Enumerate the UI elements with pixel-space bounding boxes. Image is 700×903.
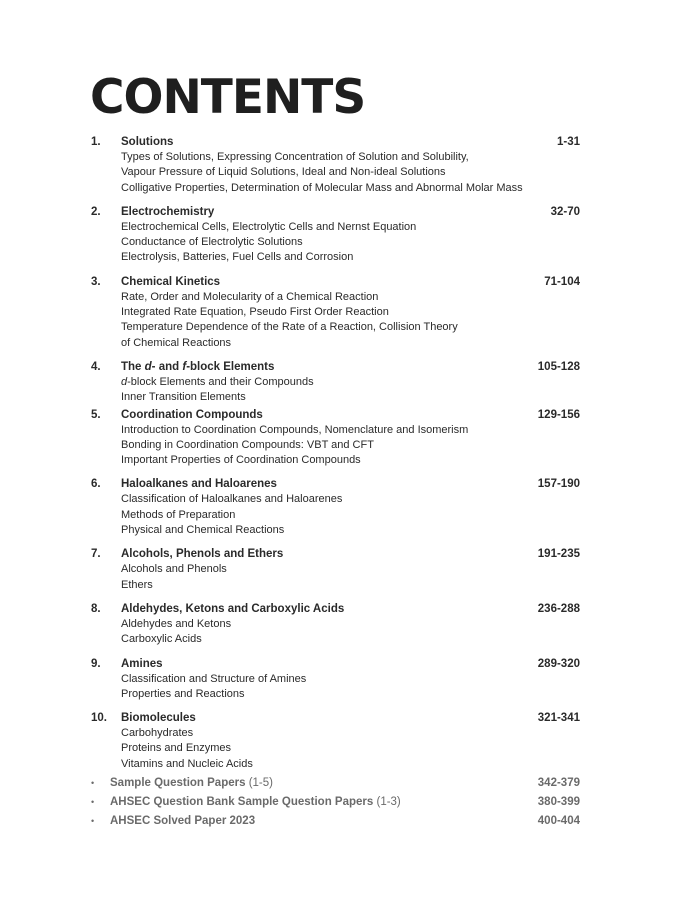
subtopic-line (121, 423, 580, 438)
subtopic-line (121, 320, 580, 335)
extra-entry (90, 775, 580, 794)
subtopic-line (121, 453, 580, 468)
subtopic-line (121, 578, 580, 593)
chapter-entry (90, 476, 580, 538)
subtopic-text: Aldehydes and Ketons (121, 617, 232, 630)
extras-list (90, 775, 580, 832)
subtopic-line (121, 741, 580, 756)
subtopic-line (121, 390, 580, 405)
chapter-title-part: Amines (121, 657, 163, 670)
subtopic-text: Properties and Reactions (121, 687, 245, 700)
chapter-title (121, 407, 263, 423)
chapter-heading (90, 274, 580, 290)
chapter-title-part: f (182, 360, 187, 373)
subtopic-text: Carbohydrates (121, 727, 194, 740)
chapter-title (121, 134, 173, 150)
chapter-number: 2. (91, 205, 101, 218)
subtopic-line (121, 336, 580, 351)
subtopic-line (121, 632, 580, 647)
chapter-title (121, 359, 274, 375)
subtopic-line (121, 438, 580, 453)
subtopic-text: Inner Transition Elements (121, 391, 246, 404)
subtopic-text: Types of Solutions, Expressing Concentration of Solution and Solubility, (121, 151, 469, 163)
chapter-pages: 289-320 (537, 657, 580, 670)
chapter-heading (90, 134, 580, 150)
chapter-number: 6. (91, 478, 101, 491)
chapter-heading (90, 656, 580, 672)
chapter-heading (90, 359, 580, 375)
subtopic-text: Important Properties of Coordination Compounds (121, 454, 361, 467)
subtopic-line (121, 305, 580, 320)
chapter-pages: 105-128 (537, 360, 580, 373)
subtopic-line (121, 508, 580, 523)
subtopic-line (121, 250, 580, 265)
subtopic-list (121, 150, 580, 196)
subtopic-text: Conductance of Electrolytic Solutions (121, 236, 303, 249)
bullet-icon: • (91, 778, 95, 788)
subtopic-line (121, 687, 580, 702)
subtopic-list (121, 290, 580, 351)
subtopic-line (121, 165, 580, 180)
chapter-heading (90, 407, 580, 423)
chapter-entry (90, 710, 580, 772)
bullet-icon: • (91, 797, 95, 807)
subtopic-text: -block Elements and their Compounds (127, 375, 314, 388)
subtopic-line (121, 757, 580, 772)
subtopic-text: Electrolysis, Batteries, Fuel Cells and Corrosion (121, 251, 354, 264)
chapter-number: 7. (91, 548, 101, 561)
subtopic-line (121, 562, 580, 577)
chapter-title (121, 546, 283, 562)
chapter-heading (90, 204, 580, 220)
chapter-title (121, 710, 196, 726)
chapter-pages: 71-104 (544, 275, 580, 288)
chapter-title-part: - and (151, 360, 183, 373)
chapter-title-part: The (121, 360, 145, 373)
chapter-entry (90, 274, 580, 351)
chapter-title-part: Aldehydes, Ketons and Carboxylic Acids (121, 602, 345, 615)
chapter-list (90, 134, 580, 780)
chapter-title-part: Coordination Compounds (121, 408, 263, 421)
subtopic-line (121, 181, 580, 196)
chapter-entry (90, 134, 580, 196)
chapter-title (121, 656, 163, 672)
extra-title-text: AHSEC Solved Paper 2023 (110, 815, 256, 827)
subtopic-text: Vapour Pressure of Liquid Solutions, Ideal and Non-ideal Solutions (121, 166, 446, 179)
chapter-number: 3. (91, 275, 101, 288)
chapter-number: 4. (91, 360, 101, 373)
chapter-title-part: Solutions (121, 136, 174, 148)
chapter-heading (90, 601, 580, 617)
subtopic-text: of Chemical Reactions (121, 336, 232, 349)
chapter-entry (90, 407, 580, 469)
chapter-number: 1. (91, 136, 101, 148)
subtopic-text: d (121, 375, 128, 388)
chapter-title-part: Alcohols, Phenols and Ethers (121, 548, 284, 561)
chapter-entry (90, 204, 580, 266)
subtopic-text: Carboxylic Acids (121, 633, 202, 646)
subtopic-text: Colligative Properties, Determination of Molecular Mass and Abnormal Molar Mass (121, 181, 523, 194)
extra-entry (90, 813, 580, 832)
chapter-title-part: Biomolecules (121, 712, 196, 725)
chapter-heading (90, 710, 580, 726)
chapter-heading (90, 476, 580, 492)
extra-pages: 400-404 (537, 815, 580, 827)
subtopic-list (121, 726, 580, 772)
subtopic-line (121, 220, 580, 235)
chapter-entry (90, 359, 580, 406)
chapter-title-part: Chemical Kinetics (121, 275, 221, 288)
chapter-pages: 129-156 (537, 408, 580, 421)
chapter-pages: 236-288 (537, 602, 580, 615)
subtopic-text: Bonding in Coordination Compounds: VBT and CFT (121, 438, 374, 451)
subtopic-line (121, 726, 580, 741)
subtopic-text: Classification and Structure of Amines (121, 672, 307, 685)
chapter-entry (90, 546, 580, 593)
subtopic-text: Alcohols and Phenols (121, 563, 227, 576)
subtopic-text: Integrated Rate Equation, Pseudo First Order Reaction (121, 306, 389, 319)
subtopic-list (121, 672, 580, 703)
subtopic-text: Classification of Haloalkanes and Haloarenes (121, 493, 343, 506)
page-title: CONTENTS (90, 70, 366, 125)
subtopic-text: Vitamins and Nucleic Acids (121, 757, 253, 770)
chapter-title (121, 274, 220, 290)
subtopic-line (121, 672, 580, 687)
subtopic-text: Ethers (121, 578, 153, 591)
subtopic-list (121, 375, 580, 406)
chapter-number: 8. (91, 602, 101, 615)
chapter-title-part: Electrochemistry (121, 205, 215, 218)
extra-title-text: AHSEC Question Bank Sample Question Papers (110, 796, 377, 808)
extra-title (110, 775, 273, 791)
chapter-title (121, 601, 344, 617)
subtopic-list (121, 562, 580, 593)
subtopic-line (121, 150, 580, 165)
chapter-pages: 1-31 (556, 136, 580, 148)
extra-title-text: Sample Question Papers (110, 777, 249, 789)
chapter-pages: 321-341 (537, 712, 580, 725)
extra-pages: 342-379 (537, 777, 580, 789)
subtopic-list (121, 617, 580, 648)
extra-title-suffix: (1-5) (248, 777, 273, 789)
chapter-number: 10. (91, 712, 107, 725)
chapter-number: 9. (91, 657, 101, 670)
subtopic-list (121, 492, 580, 538)
extra-title (110, 794, 401, 810)
chapter-title-part: d (144, 360, 152, 373)
subtopic-line (121, 617, 580, 632)
subtopic-text: Introduction to Coordination Compounds, Nomenclature and Isomerism (121, 423, 469, 436)
chapter-number: 5. (91, 408, 101, 421)
chapter-pages: 32-70 (550, 205, 580, 218)
chapter-title (121, 476, 277, 492)
extra-entry (90, 794, 580, 813)
subtopic-text: Proteins and Enzymes (121, 742, 232, 755)
bullet-icon: • (91, 816, 95, 826)
subtopic-text: Methods of Preparation (121, 508, 236, 521)
subtopic-text: Rate, Order and Molecularity of a Chemical Reaction (121, 290, 379, 303)
subtopic-line (121, 523, 580, 538)
extra-title-suffix: (1-3) (376, 796, 401, 808)
subtopic-line (121, 235, 580, 250)
chapter-pages: 191-235 (537, 548, 580, 561)
subtopic-list (121, 423, 580, 469)
subtopic-text: Temperature Dependence of the Rate of a Reaction, Collision Theory (121, 321, 458, 334)
subtopic-text: Physical and Chemical Reactions (121, 524, 285, 537)
chapter-pages: 157-190 (537, 478, 580, 491)
extra-title (110, 813, 255, 829)
chapter-entry (90, 601, 580, 648)
chapter-title-part: Haloalkanes and Haloarenes (121, 478, 277, 491)
chapter-title (121, 204, 214, 220)
extra-pages: 380-399 (537, 796, 580, 808)
subtopic-text: Electrochemical Cells, Electrolytic Cells and Nernst Equation (121, 220, 417, 233)
subtopic-line (121, 290, 580, 305)
subtopic-list (121, 220, 580, 266)
chapter-heading (90, 546, 580, 562)
chapter-entry (90, 656, 580, 703)
subtopic-line (121, 492, 580, 507)
chapter-title-part: -block Elements (186, 360, 275, 373)
subtopic-line (121, 375, 580, 390)
